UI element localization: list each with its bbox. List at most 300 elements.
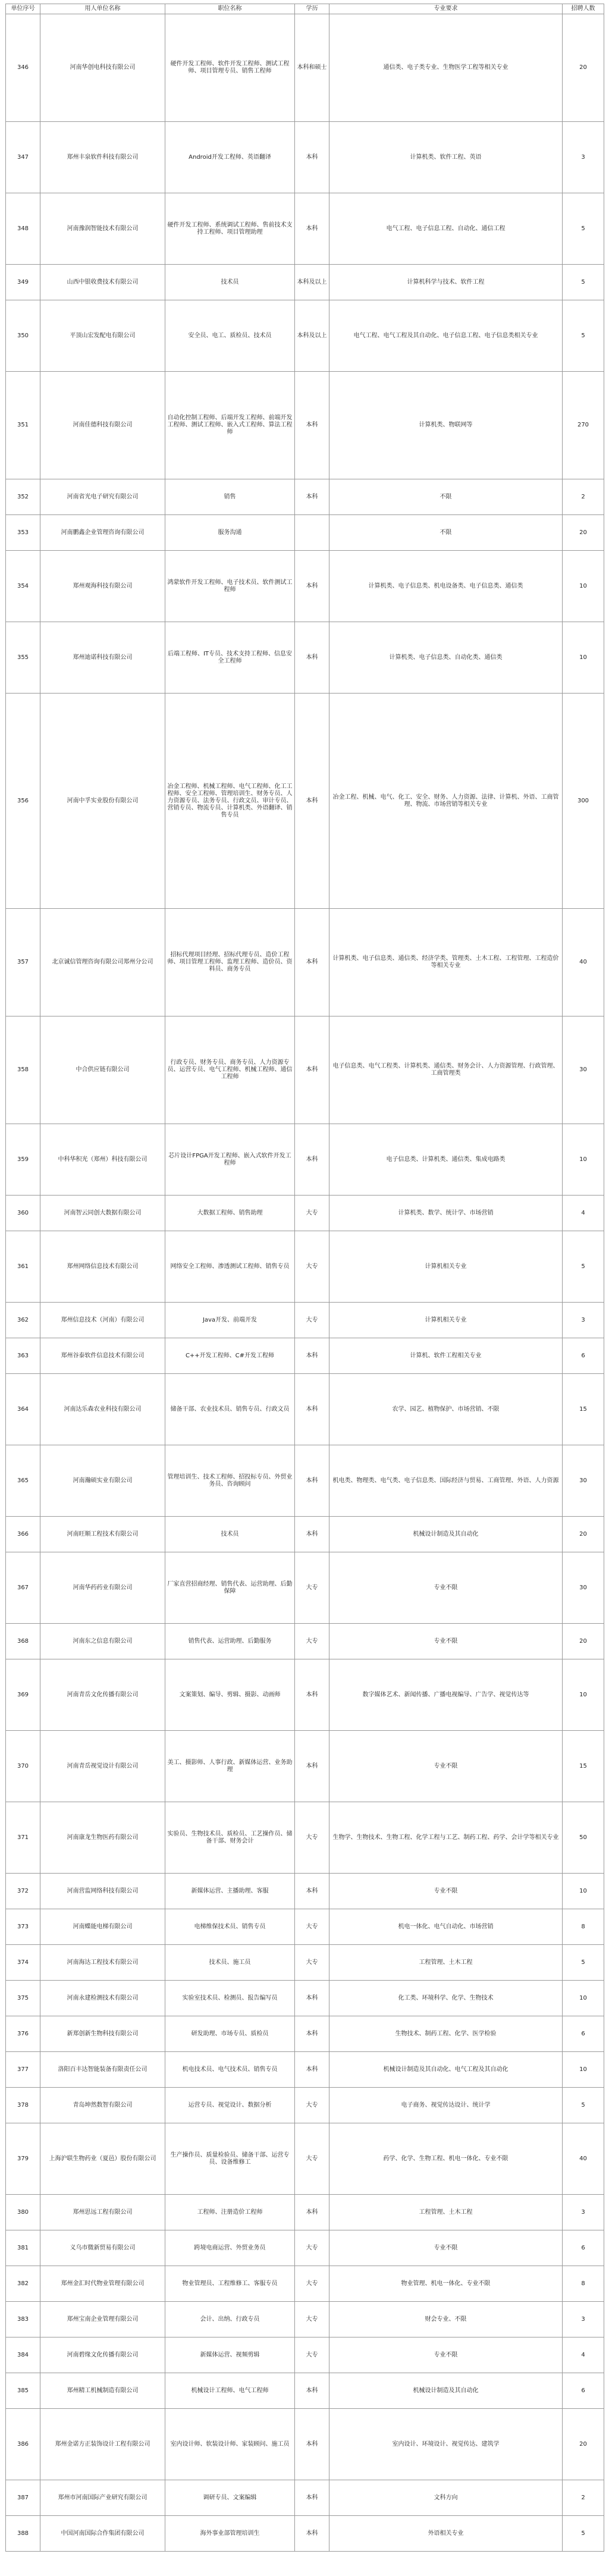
row-major: 专业不限 bbox=[329, 1552, 563, 1624]
table-row bbox=[6, 2516, 604, 2552]
table-row bbox=[6, 2302, 604, 2337]
table-row bbox=[6, 622, 604, 694]
row-position: 机械设计工程师、电气工程师 bbox=[165, 2373, 295, 2409]
row-count: 8 bbox=[563, 1909, 604, 1945]
row-education: 大专 bbox=[295, 2123, 329, 2195]
row-count: 5 bbox=[563, 2516, 604, 2552]
row-seq: 370 bbox=[6, 1731, 40, 1802]
row-education: 本科 bbox=[295, 694, 329, 909]
row-seq: 371 bbox=[6, 1802, 40, 1874]
row-company: 郑州思远工程有限公司 bbox=[40, 2195, 165, 2230]
row-major: 计算机类、数学、统计学、市场营销 bbox=[329, 1196, 563, 1231]
row-major: 计算机类、物联网等 bbox=[329, 372, 563, 479]
table-row bbox=[6, 372, 604, 479]
row-count: 6 bbox=[563, 2230, 604, 2266]
row-count: 50 bbox=[563, 1802, 604, 1874]
row-education: 本科 bbox=[295, 1517, 329, 1552]
table-row bbox=[6, 2088, 604, 2123]
row-education: 本科及以上 bbox=[295, 265, 329, 300]
row-count: 15 bbox=[563, 1374, 604, 1445]
row-company: 河南佳德科技有限公司 bbox=[40, 372, 165, 479]
row-major: 计算机类、软件工程、英语 bbox=[329, 122, 563, 193]
row-company: 河南青岳视觉设计有限公司 bbox=[40, 1731, 165, 1802]
row-education: 大专 bbox=[295, 1945, 329, 1981]
row-major: 财会专业、不限 bbox=[329, 2302, 563, 2337]
row-company: 山西中银收费技术有限公司 bbox=[40, 265, 165, 300]
row-major: 专业不限 bbox=[329, 1731, 563, 1802]
row-company: 郑州谷泰软件信息技术有限公司 bbox=[40, 1338, 165, 1374]
table-row bbox=[6, 122, 604, 193]
row-seq: 351 bbox=[6, 372, 40, 479]
table-row bbox=[6, 1624, 604, 1659]
row-count: 4 bbox=[563, 2337, 604, 2373]
row-seq: 369 bbox=[6, 1659, 40, 1731]
row-position: 招标代理项目经理、招标代理专员、造价工程师、项目管理工程师、监理工程师、造价员、资料员、商务专员 bbox=[165, 909, 295, 1016]
row-position: 储备干部、农业技术员、销售专员、行政文员 bbox=[165, 1374, 295, 1445]
table-row bbox=[6, 2373, 604, 2409]
row-count: 10 bbox=[563, 622, 604, 694]
row-major: 外语相关专业 bbox=[329, 2516, 563, 2552]
row-seq: 373 bbox=[6, 1909, 40, 1945]
row-major: 数字媒体艺术、新闻传播、广播电视编导、广告学、视觉传达等 bbox=[329, 1659, 563, 1731]
table-row bbox=[6, 1552, 604, 1624]
row-company: 河南蝶能电梯有限公司 bbox=[40, 1909, 165, 1945]
row-position: 网络安全工程师、渗透测试工程师、销售专员 bbox=[165, 1231, 295, 1303]
row-education: 本科 bbox=[295, 1016, 329, 1124]
row-seq: 356 bbox=[6, 694, 40, 909]
row-seq: 353 bbox=[6, 515, 40, 551]
row-company: 河南旺顺工程技术有限公司 bbox=[40, 1517, 165, 1552]
row-education: 本科 bbox=[295, 1731, 329, 1802]
row-education: 本科 bbox=[295, 1445, 329, 1517]
row-count: 2 bbox=[563, 479, 604, 515]
row-position: 冶金工程师、机械工程师、电气工程师、化工工程师、安全工程师、管理培训生、财务专员、人力资源专员、法务专员、行政文员、审计专员、营销专员、物流专员、计算机类、外语翻译、销售专员 bbox=[165, 694, 295, 909]
row-count: 8 bbox=[563, 2266, 604, 2302]
row-count: 5 bbox=[563, 300, 604, 372]
row-company: 河南青岳文化传播有限公司 bbox=[40, 1659, 165, 1731]
row-company: 河南东之信息有限公司 bbox=[40, 1624, 165, 1659]
row-seq: 359 bbox=[6, 1124, 40, 1196]
row-count: 20 bbox=[563, 515, 604, 551]
row-major: 生物技术、制药工程、化学、医学检验 bbox=[329, 2016, 563, 2052]
row-seq: 358 bbox=[6, 1016, 40, 1124]
row-count: 20 bbox=[563, 2409, 604, 2480]
row-count: 3 bbox=[563, 2195, 604, 2230]
row-seq: 379 bbox=[6, 2123, 40, 2195]
row-position: 新媒体运营、主播助理、客服 bbox=[165, 1874, 295, 1909]
row-company: 中国河南国际合作集团有限公司 bbox=[40, 2516, 165, 2552]
row-count: 6 bbox=[563, 2016, 604, 2052]
row-major: 机械设计制造及其自动化 bbox=[329, 1517, 563, 1552]
row-education bbox=[295, 515, 329, 551]
table-row bbox=[6, 551, 604, 622]
table-row bbox=[6, 1196, 604, 1231]
table-row bbox=[6, 1445, 604, 1517]
row-position: 海外事业部管理培训生 bbox=[165, 2516, 295, 2552]
row-education: 大专 bbox=[295, 1909, 329, 1945]
row-seq: 388 bbox=[6, 2516, 40, 2552]
row-company: 河南康龙生物医药有限公司 bbox=[40, 1802, 165, 1874]
row-education: 本科 bbox=[295, 551, 329, 622]
row-position: 实验员、生物技术员、质检员、工艺操作员、储备干部、财务会计 bbox=[165, 1802, 295, 1874]
row-count: 10 bbox=[563, 1659, 604, 1731]
row-count: 300 bbox=[563, 694, 604, 909]
row-count: 5 bbox=[563, 265, 604, 300]
row-position: 文案策划、编导、剪辑、摄影、动画师 bbox=[165, 1659, 295, 1731]
row-count: 3 bbox=[563, 1303, 604, 1338]
row-position: 运营专员、视觉设计、数据分析 bbox=[165, 2088, 295, 2123]
row-seq: 350 bbox=[6, 300, 40, 372]
row-major: 工程管理、土木工程 bbox=[329, 1945, 563, 1981]
row-count: 10 bbox=[563, 551, 604, 622]
row-education: 大专 bbox=[295, 1196, 329, 1231]
row-education: 本科 bbox=[295, 1374, 329, 1445]
row-company: 河南华药药业有限公司 bbox=[40, 1552, 165, 1624]
row-count: 5 bbox=[563, 2088, 604, 2123]
row-count: 40 bbox=[563, 2123, 604, 2195]
row-seq: 377 bbox=[6, 2052, 40, 2088]
row-education: 本科 bbox=[295, 479, 329, 515]
table-row bbox=[6, 2016, 604, 2052]
row-major: 计算机相关专业 bbox=[329, 1303, 563, 1338]
row-major: 计算机类、电子信息类、通信类、经济学类、管理类、土木工程、工程管理、工程造价等相关专业 bbox=[329, 909, 563, 1016]
row-company: 河南中孚实业股份有限公司 bbox=[40, 694, 165, 909]
row-seq: 368 bbox=[6, 1624, 40, 1659]
header-position: 职位名称 bbox=[165, 4, 295, 14]
row-company: 义乌市微新贸易有限公司 bbox=[40, 2230, 165, 2266]
row-education: 大专 bbox=[295, 2088, 329, 2123]
row-position: 鸿蒙软件开发工程师、电子技术员、软件测试工程师 bbox=[165, 551, 295, 622]
row-major: 室内设计、环境设计、视觉传达、建筑学 bbox=[329, 2409, 563, 2480]
row-seq: 361 bbox=[6, 1231, 40, 1303]
row-company: 河南鹏鑫企业管理咨询有限公司 bbox=[40, 515, 165, 551]
table-row bbox=[6, 1517, 604, 1552]
table-row bbox=[6, 300, 604, 372]
row-position: 会计、出纳、行政专员 bbox=[165, 2302, 295, 2337]
row-major: 生物学、生物技术、生物工程、化学工程与工艺、制药工程、药学、会计学等相关专业 bbox=[329, 1802, 563, 1874]
table-row bbox=[6, 515, 604, 551]
table-row bbox=[6, 14, 604, 122]
row-count: 5 bbox=[563, 193, 604, 265]
table-row bbox=[6, 2266, 604, 2302]
row-seq: 376 bbox=[6, 2016, 40, 2052]
table-row bbox=[6, 1374, 604, 1445]
row-position: C++开发工程师、C#开发工程师 bbox=[165, 1338, 295, 1374]
table-row bbox=[6, 1231, 604, 1303]
row-education: 大专 bbox=[295, 1552, 329, 1624]
row-company: 北京诚信管理咨询有限公司郑州分公司 bbox=[40, 909, 165, 1016]
table-body bbox=[6, 14, 604, 2552]
row-major: 计算机科学与技术、软件工程 bbox=[329, 265, 563, 300]
table-row bbox=[6, 2123, 604, 2195]
recruitment-table bbox=[5, 4, 604, 2552]
row-education: 本科 bbox=[295, 122, 329, 193]
row-count: 20 bbox=[563, 1517, 604, 1552]
row-position: 技术员 bbox=[165, 1517, 295, 1552]
row-company: 河南碧缘文化传播有限公司 bbox=[40, 2337, 165, 2373]
table-row bbox=[6, 479, 604, 515]
table-row bbox=[6, 1802, 604, 1874]
row-seq: 381 bbox=[6, 2230, 40, 2266]
row-seq: 372 bbox=[6, 1874, 40, 1909]
row-count: 30 bbox=[563, 1445, 604, 1517]
table-row bbox=[6, 2052, 604, 2088]
row-education: 本科 bbox=[295, 1981, 329, 2016]
row-seq: 378 bbox=[6, 2088, 40, 2123]
row-major: 化工类、环境科学、化学、生物技术 bbox=[329, 1981, 563, 2016]
row-company: 中合供应链有限公司 bbox=[40, 1016, 165, 1124]
row-company: 河南华创电科技有限公司 bbox=[40, 14, 165, 122]
row-education: 本科 bbox=[295, 372, 329, 479]
row-major: 机械设计制造及其自动化、电气工程及其自动化 bbox=[329, 2052, 563, 2088]
row-position: Android开发工程师、英语翻译 bbox=[165, 122, 295, 193]
row-education: 本科 bbox=[295, 909, 329, 1016]
row-seq: 352 bbox=[6, 479, 40, 515]
row-company: 河南智云同创大数据有限公司 bbox=[40, 1196, 165, 1231]
row-major: 通信类、电子类专业、生物医学工程等相关专业 bbox=[329, 14, 563, 122]
row-company: 平顶山宏发配电有限公司 bbox=[40, 300, 165, 372]
row-company: 河南豫润智能技术有限公司 bbox=[40, 193, 165, 265]
row-education: 本科 bbox=[295, 2016, 329, 2052]
row-count: 270 bbox=[563, 372, 604, 479]
row-count: 30 bbox=[563, 1016, 604, 1124]
row-major: 专业不限 bbox=[329, 1874, 563, 1909]
row-major: 计算机相关专业 bbox=[329, 1231, 563, 1303]
row-position: 电梯维保技术员、销售专员 bbox=[165, 1909, 295, 1945]
table-row bbox=[6, 2195, 604, 2230]
row-major: 药学、化学、生物工程、机电一体化、专业不限 bbox=[329, 2123, 563, 2195]
row-company: 郑州信息技术（河南）有限公司 bbox=[40, 1303, 165, 1338]
row-seq: 362 bbox=[6, 1303, 40, 1338]
row-company: 河南永建检测技术有限公司 bbox=[40, 1981, 165, 2016]
row-position: 室内设计师、软装设计师、家装顾问、施工员 bbox=[165, 2409, 295, 2480]
row-count: 4 bbox=[563, 1196, 604, 1231]
table-row bbox=[6, 1303, 604, 1338]
row-seq: 387 bbox=[6, 2480, 40, 2516]
row-position: 生产操作员、质量检验员、储备干部、运营专员、设备维修工 bbox=[165, 2123, 295, 2195]
table-row bbox=[6, 1016, 604, 1124]
row-company: 青岛坤然数智有限公司 bbox=[40, 2088, 165, 2123]
row-count: 2 bbox=[563, 2480, 604, 2516]
row-position: 研发助理、市场专员、质检员 bbox=[165, 2016, 295, 2052]
row-company: 郑州丰泉软件科技有限公司 bbox=[40, 122, 165, 193]
row-education: 大专 bbox=[295, 2302, 329, 2337]
row-company: 郑州迪诺科技有限公司 bbox=[40, 622, 165, 694]
table-row bbox=[6, 265, 604, 300]
row-seq: 366 bbox=[6, 1517, 40, 1552]
row-company: 郑州金诺方正装饰设计工程有限公司 bbox=[40, 2409, 165, 2480]
row-count: 30 bbox=[563, 1552, 604, 1624]
row-major: 电气工程、电子信息工程、自动化、通信工程 bbox=[329, 193, 563, 265]
table-row bbox=[6, 1659, 604, 1731]
row-company: 河南达乐森农业科技有限公司 bbox=[40, 1374, 165, 1445]
row-company: 中科华积光（郑州）科技有限公司 bbox=[40, 1124, 165, 1196]
row-education: 本科和硕士 bbox=[295, 14, 329, 122]
row-count: 5 bbox=[563, 1231, 604, 1303]
row-major: 计算机类、电子信息类、机电设备类、电子信息类、通信类 bbox=[329, 551, 563, 622]
row-position: 硬件开发工程师、系统调试工程师、售前技术支持工程师、项目管理助理 bbox=[165, 193, 295, 265]
row-position: 调研专员、文案编辑 bbox=[165, 2480, 295, 2516]
row-seq: 380 bbox=[6, 2195, 40, 2230]
row-education: 大专 bbox=[295, 1802, 329, 1874]
header-seq: 单位序号 bbox=[6, 4, 40, 14]
table-row bbox=[6, 2337, 604, 2373]
row-count: 40 bbox=[563, 909, 604, 1016]
row-position: 服务沟通 bbox=[165, 515, 295, 551]
row-seq: 354 bbox=[6, 551, 40, 622]
row-seq: 384 bbox=[6, 2337, 40, 2373]
row-major: 计算机、软件工程相关专业 bbox=[329, 1338, 563, 1374]
row-position: 后端工程师、IT专员、技术支持工程师、信息安全工程师 bbox=[165, 622, 295, 694]
row-seq: 367 bbox=[6, 1552, 40, 1624]
row-position: 技术员 bbox=[165, 265, 295, 300]
row-position: Java开发、前端开发 bbox=[165, 1303, 295, 1338]
row-position: 实验室技术员、检测员、报告编写员 bbox=[165, 1981, 295, 2016]
row-education: 本科 bbox=[295, 1338, 329, 1374]
row-position: 厂家直营招商经理、销售代表、运营助理、后勤保障 bbox=[165, 1552, 295, 1624]
table-row bbox=[6, 1731, 604, 1802]
row-seq: 364 bbox=[6, 1374, 40, 1445]
row-education: 大专 bbox=[295, 2337, 329, 2373]
row-seq: 386 bbox=[6, 2409, 40, 2480]
row-count: 3 bbox=[563, 122, 604, 193]
row-education: 本科 bbox=[295, 2480, 329, 2516]
row-major: 电气工程、电气工程及其自动化、电子信息工程、电子信息类相关专业 bbox=[329, 300, 563, 372]
header-major: 专业要求 bbox=[329, 4, 563, 14]
row-position: 大数据工程师、销售助理 bbox=[165, 1196, 295, 1231]
row-major: 专业不限 bbox=[329, 2230, 563, 2266]
row-seq: 383 bbox=[6, 2302, 40, 2337]
row-education: 大专 bbox=[295, 2266, 329, 2302]
row-count: 10 bbox=[563, 1874, 604, 1909]
row-education: 本科 bbox=[295, 1874, 329, 1909]
row-major: 冶金工程、机械、电气、化工、安全、财务、人力资源、法律、计算机、外语、工商管理、物流、市场营销等相关专业 bbox=[329, 694, 563, 909]
row-count: 10 bbox=[563, 1981, 604, 2016]
row-major: 电子商务、视觉传达设计、统计学 bbox=[329, 2088, 563, 2123]
row-education: 大专 bbox=[295, 1231, 329, 1303]
table-row bbox=[6, 1981, 604, 2016]
row-position: 自动化控制工程师、后端开发工程师、前端开发工程师、测试工程师、嵌入式工程师、算法工程师 bbox=[165, 372, 295, 479]
row-company: 新郑创新生物科技有限公司 bbox=[40, 2016, 165, 2052]
row-position: 美工、摄影师、人事行政、新媒体运营、业务助理 bbox=[165, 1731, 295, 1802]
row-company: 郑州网络信息技术有限公司 bbox=[40, 1231, 165, 1303]
row-seq: 374 bbox=[6, 1945, 40, 1981]
row-education: 本科 bbox=[295, 2516, 329, 2552]
row-education: 本科 bbox=[295, 2409, 329, 2480]
row-seq: 360 bbox=[6, 1196, 40, 1231]
row-seq: 385 bbox=[6, 2373, 40, 2409]
row-major: 电子信息类、电气工程类、计算机类、通信类、财务会计、人力资源管理、行政管理、工商管理类 bbox=[329, 1016, 563, 1124]
row-major: 机械设计制造及其自动化 bbox=[329, 2373, 563, 2409]
row-education: 本科 bbox=[295, 2195, 329, 2230]
row-education: 本科 bbox=[295, 2052, 329, 2088]
row-count: 10 bbox=[563, 1124, 604, 1196]
row-major: 电子信息类、计算机类、通信类、集成电路类 bbox=[329, 1124, 563, 1196]
row-major: 不限 bbox=[329, 479, 563, 515]
row-count: 20 bbox=[563, 1624, 604, 1659]
row-major: 计算机类、电子信息类、自动化类、通信类 bbox=[329, 622, 563, 694]
row-education: 大专 bbox=[295, 2230, 329, 2266]
row-position: 安全员、电工、质检员、技术员 bbox=[165, 300, 295, 372]
row-seq: 349 bbox=[6, 265, 40, 300]
header-company: 用人单位名称 bbox=[40, 4, 165, 14]
row-education: 本科 bbox=[295, 2373, 329, 2409]
row-company: 河南瀚硕实业有限公司 bbox=[40, 1445, 165, 1517]
row-company: 郑州市河南国际产业研究有限公司 bbox=[40, 2480, 165, 2516]
row-seq: 375 bbox=[6, 1981, 40, 2016]
table-header-row bbox=[6, 4, 604, 14]
row-education: 大专 bbox=[295, 1303, 329, 1338]
row-position: 销售代表、运营助理、后勤服务 bbox=[165, 1624, 295, 1659]
row-count: 6 bbox=[563, 2373, 604, 2409]
table-row bbox=[6, 1124, 604, 1196]
row-company: 洛阳百丰达智能装备有限责任公司 bbox=[40, 2052, 165, 2088]
row-position: 芯片设计FPGA开发工程师、嵌入式软件开发工程师 bbox=[165, 1124, 295, 1196]
row-major: 不限 bbox=[329, 515, 563, 551]
table-row bbox=[6, 2409, 604, 2480]
row-seq: 355 bbox=[6, 622, 40, 694]
row-position: 行政专员、财务专员、商务专员、人力资源专员、运营专员、电气工程师、机械工程师、通信工程师 bbox=[165, 1016, 295, 1124]
row-seq: 382 bbox=[6, 2266, 40, 2302]
row-education: 本科及以上 bbox=[295, 300, 329, 372]
header-count: 招聘人数 bbox=[563, 4, 604, 14]
row-major: 机电类、物理类、电气类、电子信息类、国际经济与贸易、工商管理、外语、人力资源 bbox=[329, 1445, 563, 1517]
row-position: 硬件开发工程师、软件开发工程师、测试工程师、项目管理专员、销售工程师 bbox=[165, 14, 295, 122]
row-company: 河南海达工程技术有限公司 bbox=[40, 1945, 165, 1981]
header-education: 学历 bbox=[295, 4, 329, 14]
row-education: 大专 bbox=[295, 1624, 329, 1659]
row-position: 新媒体运营、视频剪辑 bbox=[165, 2337, 295, 2373]
row-position: 工程师、注册造价工程师 bbox=[165, 2195, 295, 2230]
row-position: 机电技术员、电气技术员、销售专员 bbox=[165, 2052, 295, 2088]
row-major: 农学、园艺、植物保护、市场营销、不限 bbox=[329, 1374, 563, 1445]
table-row bbox=[6, 694, 604, 909]
table-row bbox=[6, 2230, 604, 2266]
row-company: 郑州精工机械制造有限公司 bbox=[40, 2373, 165, 2409]
table-row bbox=[6, 1909, 604, 1945]
row-seq: 346 bbox=[6, 14, 40, 122]
row-position: 销售 bbox=[165, 479, 295, 515]
row-company: 河南营监网络科技有限公司 bbox=[40, 1874, 165, 1909]
row-seq: 363 bbox=[6, 1338, 40, 1374]
row-education: 本科 bbox=[295, 193, 329, 265]
row-seq: 365 bbox=[6, 1445, 40, 1517]
table-row bbox=[6, 193, 604, 265]
row-position: 管理培训生、技术工程师、招投标专员、外贸业务员、咨询顾问 bbox=[165, 1445, 295, 1517]
row-seq: 348 bbox=[6, 193, 40, 265]
row-company: 郑州金汇时代物业管理有限公司 bbox=[40, 2266, 165, 2302]
row-major: 机电一体化、电气自动化、市场营销 bbox=[329, 1909, 563, 1945]
row-count: 3 bbox=[563, 2302, 604, 2337]
row-position: 物业管理员、工程维修工、客服专员 bbox=[165, 2266, 295, 2302]
table-row bbox=[6, 1874, 604, 1909]
row-education: 本科 bbox=[295, 1124, 329, 1196]
row-education: 本科 bbox=[295, 622, 329, 694]
row-major: 工程管理、土木工程 bbox=[329, 2195, 563, 2230]
row-seq: 357 bbox=[6, 909, 40, 1016]
row-company: 上海沪联生物药业（夏邑）股份有限公司 bbox=[40, 2123, 165, 2195]
row-education: 本科 bbox=[295, 1659, 329, 1731]
row-count: 6 bbox=[563, 1338, 604, 1374]
row-position: 跨境电商运营、外贸业务员 bbox=[165, 2230, 295, 2266]
table-row bbox=[6, 1945, 604, 1981]
row-company: 郑州观海科技有限公司 bbox=[40, 551, 165, 622]
row-count: 10 bbox=[563, 2052, 604, 2088]
row-company: 郑州宝南企业管理有限公司 bbox=[40, 2302, 165, 2337]
row-count: 5 bbox=[563, 1945, 604, 1981]
row-position: 技术员、施工员 bbox=[165, 1945, 295, 1981]
table-row bbox=[6, 909, 604, 1016]
